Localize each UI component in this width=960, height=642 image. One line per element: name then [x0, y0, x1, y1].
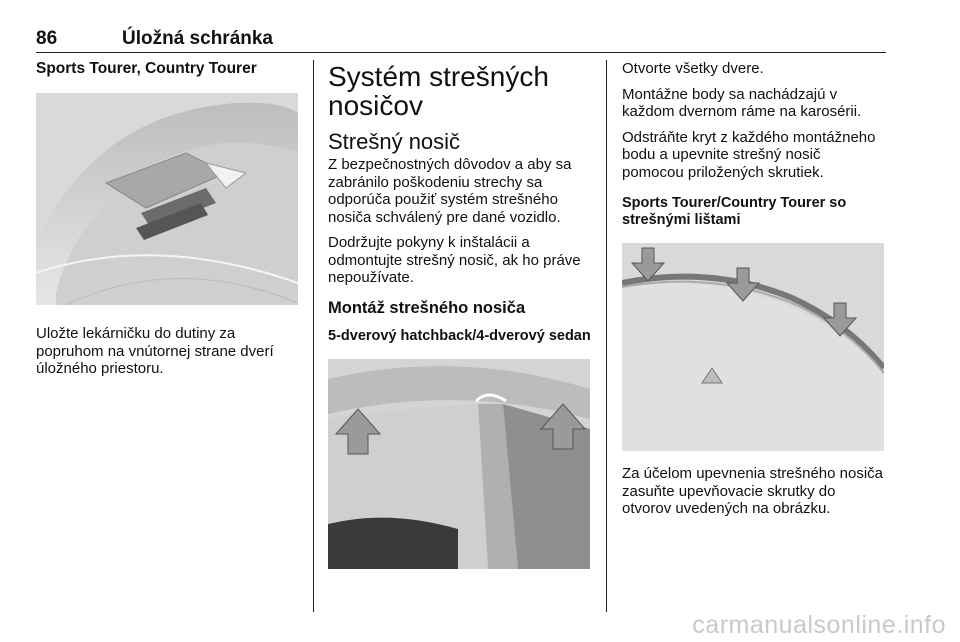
- column-right: [622, 60, 886, 526]
- column-left: [36, 60, 302, 386]
- section-title: Systém strešných nosičov: [328, 61, 549, 121]
- page-number: 86: [36, 28, 58, 49]
- column-middle: [328, 60, 593, 569]
- section-subheading: Sports Tourer, Country Tourer: [36, 60, 257, 77]
- roof-rails-illustration: [622, 243, 884, 451]
- subsection-title: Strešný nosič: [328, 129, 461, 154]
- column-divider: [313, 60, 314, 612]
- chapter-title: Úložná schránka: [122, 28, 273, 49]
- safety-paragraph: Z bezpečnostných dôvodov a aby sa zabránilo poškodeniu strechy sa odporúča použiť systém strešného nosiča schválený pre dané vozidlo.: [328, 156, 572, 226]
- door-frame-illustration: [328, 359, 590, 569]
- variant-heading: 5-dverový hatchback/4-dverový sedan: [328, 327, 591, 344]
- instruction-paragraph: Dodržujte pokyny k inštalácii a odmontujte strešný nosič, ak ho práve nepoužívate.: [328, 234, 581, 286]
- variant-heading: Sports Tourer/Country Tourer so strešnými lištami: [622, 195, 847, 228]
- trunk-illustration: [36, 93, 298, 305]
- page-header: [36, 28, 886, 53]
- step-open-doors: Otvorte všetky dvere.: [622, 60, 764, 77]
- step-insert-screws: Za účelom upevnenia strešného nosiča zasuňte upevňovacie skrutky do otvorov uvedených na obrázku.: [622, 465, 883, 517]
- step-remove-cover: Odstráňte kryt z každého montážneho bodu a upevnite strešný nosič pomocou priložených skrutiek.: [622, 128, 876, 181]
- mounting-heading: Montáž strešného nosiča: [328, 298, 526, 317]
- column-divider: [606, 60, 607, 612]
- instruction-text: Uložte lekárničku do dutiny za popruhom na vnútornej strane dverí úložného priestoru.: [36, 325, 274, 377]
- watermark: carmanualsonline.info: [692, 611, 946, 639]
- step-mounting-points: Montážne body sa nachádzajú v každom dvernom ráme na karosérii.: [622, 85, 862, 120]
